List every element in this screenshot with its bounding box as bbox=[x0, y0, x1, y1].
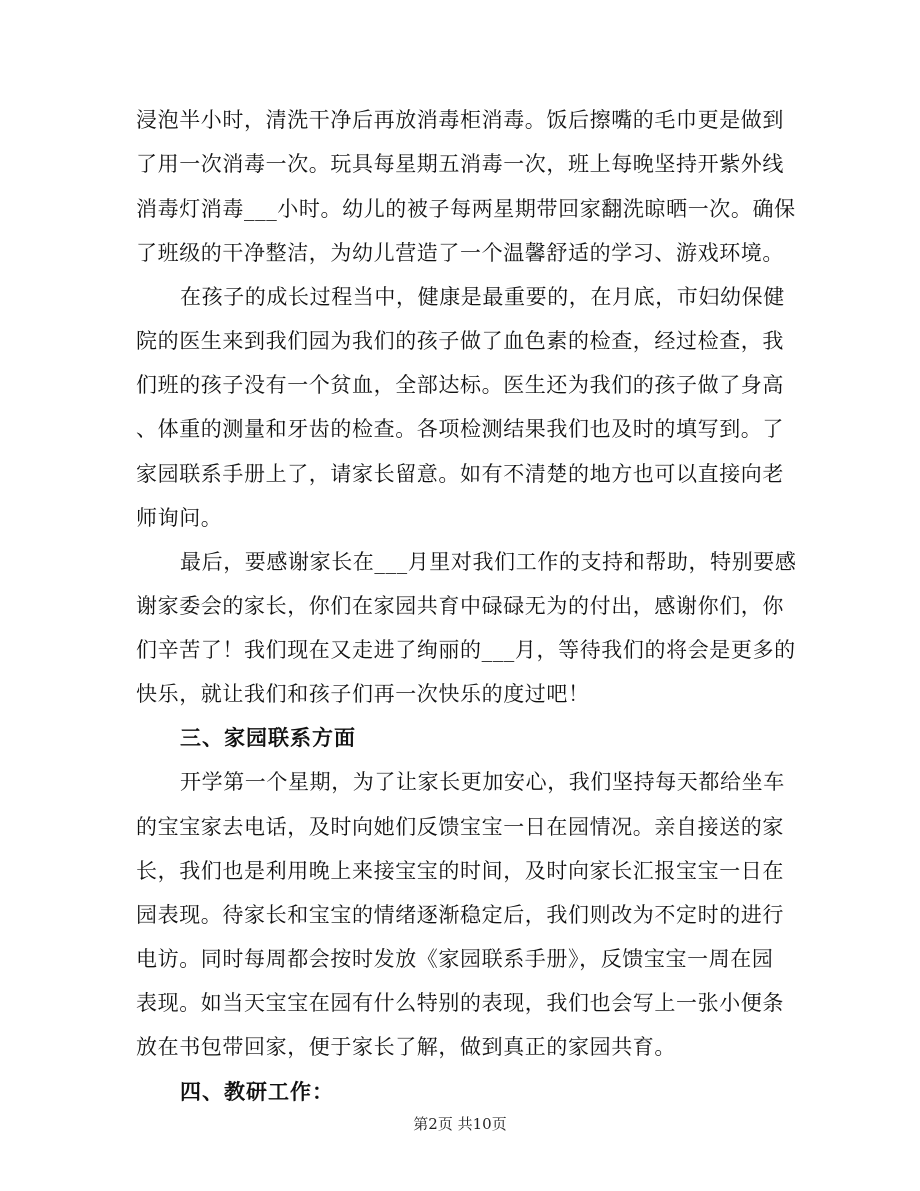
section-heading: 三、家园联系方面 bbox=[180, 726, 356, 750]
text-line: 的宝宝家去电话，及时向她们反馈宝宝一日在园情况。亲自接送的家 bbox=[136, 815, 784, 839]
text-line: 谢家委会的家长，你们在家园共育中碌碌无为的付出，感谢你们，你 bbox=[136, 594, 784, 618]
text-line: 了用一次消毒一次。玩具每星期五消毒一次，班上每晚坚持开紫外线 bbox=[136, 152, 784, 176]
text-line: 浸泡半小时，清洗干净后再放消毒柜消毒。饭后擦嘴的毛巾更是做到 bbox=[136, 108, 784, 132]
section-heading: 四、教研工作： bbox=[180, 1080, 334, 1104]
text-line: 师询问。 bbox=[136, 506, 223, 530]
text-line: 家园联系手册上了，请家长留意。如有不清楚的地方也可以直接向老 bbox=[136, 462, 784, 486]
text-line: 放在书包带回家，便于家长了解，做到真正的家园共育。 bbox=[136, 1035, 676, 1059]
text-line: 在孩子的成长过程当中，健康是最重要的，在月底，市妇幼保健 bbox=[180, 285, 785, 309]
text-line: 们辛苦了！我们现在又走进了绚丽的___月，等待我们的将会是更多的 bbox=[136, 638, 796, 662]
page-number: 第2页 共10页 bbox=[413, 1115, 507, 1133]
text-line: 开学第一个星期，为了让家长更加安心，我们坚持每天都给坐车 bbox=[180, 770, 785, 794]
text-line: 电访。同时每周都会按时发放《家园联系手册》，反馈宝宝一周在园 bbox=[136, 947, 774, 971]
text-line: 院的医生来到我们园为我们的孩子做了血色素的检查，经过检查，我 bbox=[136, 329, 784, 353]
text-line: 表现。如当天宝宝在园有什么特别的表现，我们也会写上一张小便条 bbox=[136, 991, 784, 1015]
text-line: 消毒灯消毒___小时。幼儿的被子每两星期带回家翻洗晾晒一次。确保 bbox=[136, 197, 796, 221]
text-line: 了班级的干净整洁，为幼儿营造了一个温馨舒适的学习、游戏环境。 bbox=[136, 241, 784, 265]
text-line: 、体重的测量和牙齿的检查。各项检测结果我们也及时的填写到。了 bbox=[136, 417, 784, 441]
text-line: 园表现。待家长和宝宝的情绪逐渐稳定后，我们则改为不定时的进行 bbox=[136, 903, 784, 927]
text-line: 们班的孩子没有一个贫血，全部达标。医生还为我们的孩子做了身高 bbox=[136, 373, 784, 397]
text-line: 快乐，就让我们和孩子们再一次快乐的度过吧！ bbox=[136, 682, 590, 706]
text-line: 长，我们也是利用晚上来接宝宝的时间，及时向家长汇报宝宝一日在 bbox=[136, 859, 784, 883]
text-line: 最后，要感谢家长在___月里对我们工作的支持和帮助，特别要感 bbox=[180, 550, 797, 574]
